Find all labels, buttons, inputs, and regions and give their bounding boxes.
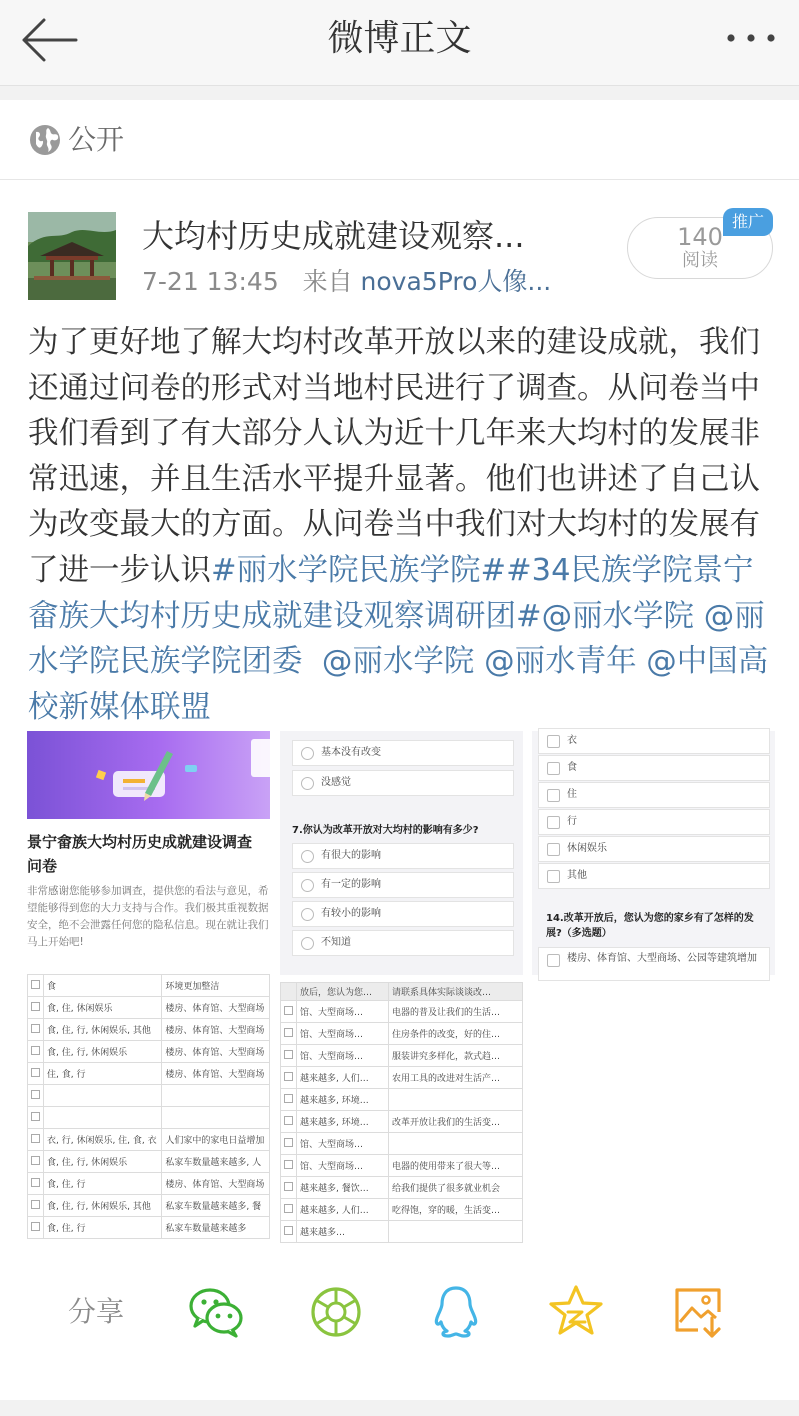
table-row [281, 1045, 523, 1067]
mention-link[interactable]: @中国高校新媒体联盟 [28, 644, 769, 725]
post-image[interactable] [27, 731, 270, 975]
option: 楼房、体育馆、大型商场、公园等建筑增加 [538, 947, 770, 981]
table-cell [389, 1089, 523, 1111]
option: 食 [538, 755, 770, 781]
table-cell: 食, 住, 行, 休闲娱乐 [44, 1041, 162, 1063]
share-label: 分享 [68, 1295, 125, 1328]
table-row [28, 1129, 270, 1151]
row-checkbox [281, 1155, 297, 1177]
table-cell: 食, 住, 行, 休闲娱乐 [44, 1151, 162, 1173]
survey-title: 景宁畲族大均村历史成就建设调查 [27, 833, 253, 851]
post-body-text: 为了更好地了解大均村改革开放以来的建设成就，我们还通过问卷的形式对当地村民进行了调查。从问卷当中我们看到了有大部分人认为近十几年来大均村的发展非常迅速，并且生活水平提升显著。他们也讲述了自己认为改变最大的方面。从问卷当中我们对大均村的发展有了进一步认识 [28, 325, 760, 588]
table-row [28, 1107, 270, 1129]
source-prefix: 来自 [302, 267, 353, 296]
visibility-label: 公开 [68, 123, 125, 156]
author-name[interactable]: 大均村历史成就建设观察... [142, 217, 525, 255]
more-dots-icon [721, 18, 781, 58]
table-cell: 馆、大型商场… [297, 1023, 389, 1045]
row-checkbox [28, 1041, 44, 1063]
question-7: 7.你认为改革开放对大均村的影响有多少? [292, 825, 479, 836]
option: 基本没有改变 [292, 740, 514, 766]
read-label: 阅读 [682, 250, 718, 271]
mention-link[interactable]: @丽水学院 [321, 644, 475, 680]
option: 有较小的影响 [292, 901, 514, 927]
table-cell: 住房条件的改变，好的住… [389, 1023, 523, 1045]
globe-icon [28, 123, 62, 157]
row-checkbox [281, 1089, 297, 1111]
survey-intro: 非常感谢您能够参加调查，提供您的看法与意见，希望能够得到您的大力支持与合作。我们极其重视数据安全，绝不会泄露任何您的隐私信息。现在就让我们马上开始吧! [27, 885, 269, 948]
post-image[interactable] [27, 982, 270, 1234]
table-cell: 越来越多, 人们… [297, 1199, 389, 1221]
post-meta [142, 262, 551, 302]
row-checkbox [281, 1001, 297, 1023]
post-time: 7-21 13:45 [142, 267, 279, 296]
survey-subtitle: 问卷 [27, 857, 58, 875]
table-cell: 农用工具的改进对生活产… [389, 1067, 523, 1089]
topic-tag[interactable]: #34民族学院景宁畲族大均村历史成就建设观察调研团# [28, 552, 754, 634]
row-checkbox [28, 1173, 44, 1195]
table-cell: 电器的使用带来了很大等… [389, 1155, 523, 1177]
visibility-bar [0, 100, 799, 180]
table-row [281, 1199, 523, 1221]
table-cell: 电器的普及让我们的生活… [389, 1001, 523, 1023]
table-row [281, 1111, 523, 1133]
table-row [281, 1023, 523, 1045]
table-cell: 吃得饱，穿的暖，生活变… [389, 1199, 523, 1221]
row-checkbox [28, 1063, 44, 1085]
row-checkbox [281, 1045, 297, 1067]
table-row [28, 1151, 270, 1173]
table-cell [44, 1107, 162, 1129]
option: 其他 [538, 863, 770, 889]
qzone-icon[interactable] [546, 1282, 606, 1342]
table-cell: 私家车数量越来越多, 餐 [162, 1195, 270, 1217]
row-checkbox [28, 1217, 44, 1239]
table-cell: 环境更加整洁 [162, 975, 270, 997]
row-checkbox [281, 1221, 297, 1243]
table-row [281, 1001, 523, 1023]
table-cell: 私家车数量越来越多, 人 [162, 1151, 270, 1173]
survey-banner [27, 731, 270, 819]
table-cell: 馆、大型商场… [297, 1001, 389, 1023]
row-checkbox [28, 1129, 44, 1151]
table-row [28, 997, 270, 1019]
save-image-icon[interactable] [668, 1282, 728, 1342]
table-row [28, 1085, 270, 1107]
table-cell: 食, 住, 行 [44, 1217, 162, 1239]
table-row [28, 1063, 270, 1085]
row-checkbox [28, 1107, 44, 1129]
table-cell: 越来越多, 环境… [297, 1111, 389, 1133]
option: 不知道 [292, 930, 514, 956]
row-checkbox [28, 1151, 44, 1173]
table-cell [162, 1085, 270, 1107]
question-14: 14.改革开放后，您认为您的家乡有了怎样的发展?（多选题） [546, 913, 754, 939]
table-cell: 食 [44, 975, 162, 997]
avatar[interactable] [28, 212, 116, 300]
table-cell: 越来越多, 人们… [297, 1067, 389, 1089]
option: 休闲娱乐 [538, 836, 770, 862]
read-count: 140 [677, 223, 723, 251]
table-header-row [281, 983, 523, 1001]
row-checkbox [281, 1177, 297, 1199]
topic-tag[interactable]: #丽水学院民族学院# [211, 552, 507, 588]
section-divider [0, 86, 799, 100]
table-cell: 馆、大型商场… [297, 1155, 389, 1177]
row-checkbox [281, 1111, 297, 1133]
row-checkbox [281, 1067, 297, 1089]
row-checkbox [28, 1019, 44, 1041]
table-cell: 楼房、体育馆、大型商场 [162, 1041, 270, 1063]
table-cell: 食, 住, 行, 休闲娱乐, 其他 [44, 1019, 162, 1041]
table-cell: 住, 食, 行 [44, 1063, 162, 1085]
mention-link[interactable]: @丽水青年 [484, 644, 637, 680]
table-cell [44, 1085, 162, 1107]
mention-link[interactable]: @丽水学院民族学院团委 [28, 598, 765, 680]
table-row [281, 1177, 523, 1199]
row-checkbox [28, 975, 44, 997]
row-checkbox [281, 1023, 297, 1045]
table-row [28, 1041, 270, 1063]
moments-icon[interactable] [306, 1282, 366, 1342]
qq-icon[interactable] [426, 1282, 486, 1342]
table-cell: 馆、大型商场… [297, 1133, 389, 1155]
table-row [28, 975, 270, 997]
table-header: 放后，您认为您… [297, 983, 389, 1001]
promo-badge[interactable]: 推广 [723, 208, 773, 236]
table-cell: 给我们提供了很多就业机会 [389, 1177, 523, 1199]
survey-illustration-icon [27, 731, 270, 819]
table-cell: 越来越多, 餐饮… [297, 1177, 389, 1199]
image-grid [27, 731, 775, 1238]
table-cell [389, 1221, 523, 1243]
row-checkbox [281, 1199, 297, 1221]
option: 住 [538, 782, 770, 808]
option: 行 [538, 809, 770, 835]
table-row [281, 1089, 523, 1111]
post-image[interactable] [532, 731, 775, 975]
more-button[interactable] [721, 18, 781, 58]
post-image[interactable] [280, 731, 523, 975]
table-cell: 楼房、体育馆、大型商场 [162, 1173, 270, 1195]
table-cell: 私家车数量越来越多 [162, 1217, 270, 1239]
row-checkbox [28, 1195, 44, 1217]
post-source[interactable]: nova5Pro人像... [360, 267, 552, 296]
results-table [280, 982, 523, 1243]
nav-bar [0, 0, 799, 86]
table-cell: 食, 住, 行, 休闲娱乐, 其他 [44, 1195, 162, 1217]
row-checkbox [281, 1133, 297, 1155]
row-checkbox [28, 997, 44, 1019]
table-row [28, 1173, 270, 1195]
bottom-divider [0, 1400, 799, 1416]
post-text [28, 320, 776, 730]
row-checkbox [28, 1085, 44, 1107]
table-row [28, 1195, 270, 1217]
table-cell: 楼房、体育馆、大型商场 [162, 1019, 270, 1041]
table-row [281, 1067, 523, 1089]
mention-link[interactable]: @丽水学院 [541, 598, 695, 634]
table-cell [162, 1107, 270, 1129]
page-title: 微博正文 [327, 18, 472, 59]
table-cell: 馆、大型商场… [297, 1045, 389, 1067]
table-cell: 改革开放让我们的生活变… [389, 1111, 523, 1133]
table-row [281, 1221, 523, 1243]
pavilion-photo-icon [28, 212, 116, 300]
table-cell: 楼房、体育馆、大型商场 [162, 1063, 270, 1085]
table-row [28, 1217, 270, 1239]
table-cell: 越来越多… [297, 1221, 389, 1243]
table-header: 请联系具体实际谈谈改… [389, 983, 523, 1001]
results-table [27, 974, 270, 1239]
share-bar [0, 1248, 799, 1378]
table-cell: 食, 住, 行 [44, 1173, 162, 1195]
table-cell: 服装讲究多样化，款式趋… [389, 1045, 523, 1067]
option: 有很大的影响 [292, 843, 514, 869]
table-cell [389, 1133, 523, 1155]
table-cell: 越来越多, 环境… [297, 1089, 389, 1111]
option: 有一定的影响 [292, 872, 514, 898]
post-image[interactable] [280, 982, 523, 1238]
option: 衣 [538, 728, 770, 754]
table-cell: 衣, 行, 休闲娱乐, 住, 食, 衣 [44, 1129, 162, 1151]
table-header [281, 983, 297, 1001]
table-row [28, 1019, 270, 1041]
table-row [281, 1133, 523, 1155]
table-row [281, 1155, 523, 1177]
table-cell: 楼房、体育馆、大型商场 [162, 997, 270, 1019]
wechat-icon[interactable] [186, 1282, 246, 1342]
option: 没感觉 [292, 770, 514, 796]
table-cell: 食, 住, 休闲娱乐 [44, 997, 162, 1019]
table-cell: 人们家中的家电日益增加 [162, 1129, 270, 1151]
